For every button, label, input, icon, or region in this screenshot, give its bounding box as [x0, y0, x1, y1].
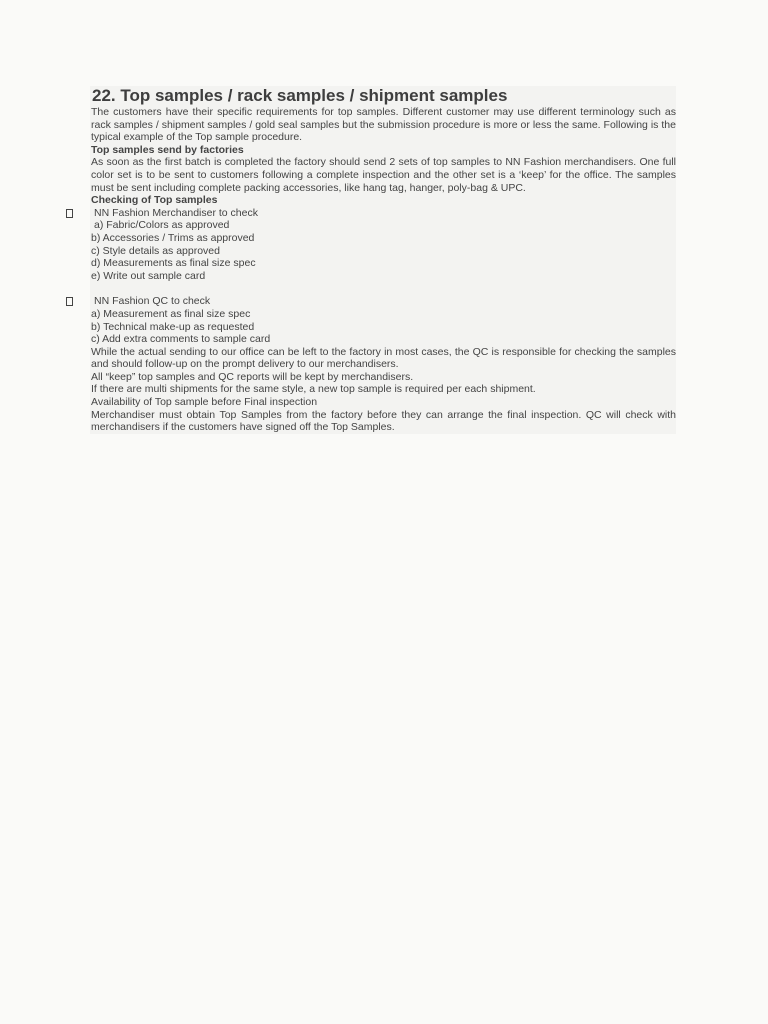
merchandiser-bullet: [90, 207, 676, 220]
intro-paragraph: The customers have their specific requirements for top samples. Different customer may use different terminology such as rack samples / shipment samples / gold seal samples but the submission procedure is more or less the same. Following is the typical example of the Top sample procedure.: [91, 106, 676, 144]
heading-check: Checking of Top samples: [91, 194, 218, 207]
list-item: c) Add extra comments to sample card: [91, 333, 271, 346]
list-item: a) Measurement as final size spec: [91, 307, 251, 320]
bullet-box-icon: [66, 297, 73, 306]
send-paragraph: As soon as the first batch is completed the factory should send 2 sets of top samples to NN Fashion merchandisers. One full color set is to be sent to customers following a complete inspection and the other set is a ‘keep’ for the office. The samples must be sent including complete packing accessories, like hang tag, hanger, poly-bag & UPC.: [91, 156, 676, 194]
document-body: [90, 86, 676, 434]
merchandiser-bullet-label: NN Fashion Merchandiser to check: [94, 206, 258, 219]
list-item: c) Style details as approved: [91, 244, 220, 257]
bullet-box-icon: [66, 209, 73, 218]
spacer: [90, 282, 676, 295]
section-title: 22. Top samples / rack samples / shipment samples: [92, 86, 508, 105]
multi-shipment-paragraph: If there are multi shipments for the same style, a new top sample is required per each shipment.: [91, 383, 536, 396]
list-item: b) Accessories / Trims as approved: [91, 231, 255, 244]
list-item: a) Fabric/Colors as approved: [94, 219, 230, 232]
qc-bullet: [90, 295, 676, 308]
list-item: e) Write out sample card: [91, 269, 206, 282]
qc-bullet-label: NN Fashion QC to check: [94, 295, 211, 308]
list-item: b) Technical make-up as requested: [91, 320, 255, 333]
availability-paragraph: Merchandiser must obtain Top Samples from the factory before they can arrange the final inspection. QC will check with merchandisers if the customers have signed off the Top Samples.: [91, 408, 676, 434]
list-item: d) Measurements as final size spec: [91, 257, 256, 270]
keep-paragraph: All “keep” top samples and QC reports will be kept by merchandisers.: [91, 370, 414, 383]
heading-send: Top samples send by factories: [91, 143, 244, 156]
sending-paragraph: While the actual sending to our office can be left to the factory in most cases, the QC is responsible for checking the samples and should follow-up on the prompt delivery to our merchandisers.: [91, 345, 676, 371]
heading-availability: Availability of Top sample before Final inspection: [91, 396, 318, 409]
